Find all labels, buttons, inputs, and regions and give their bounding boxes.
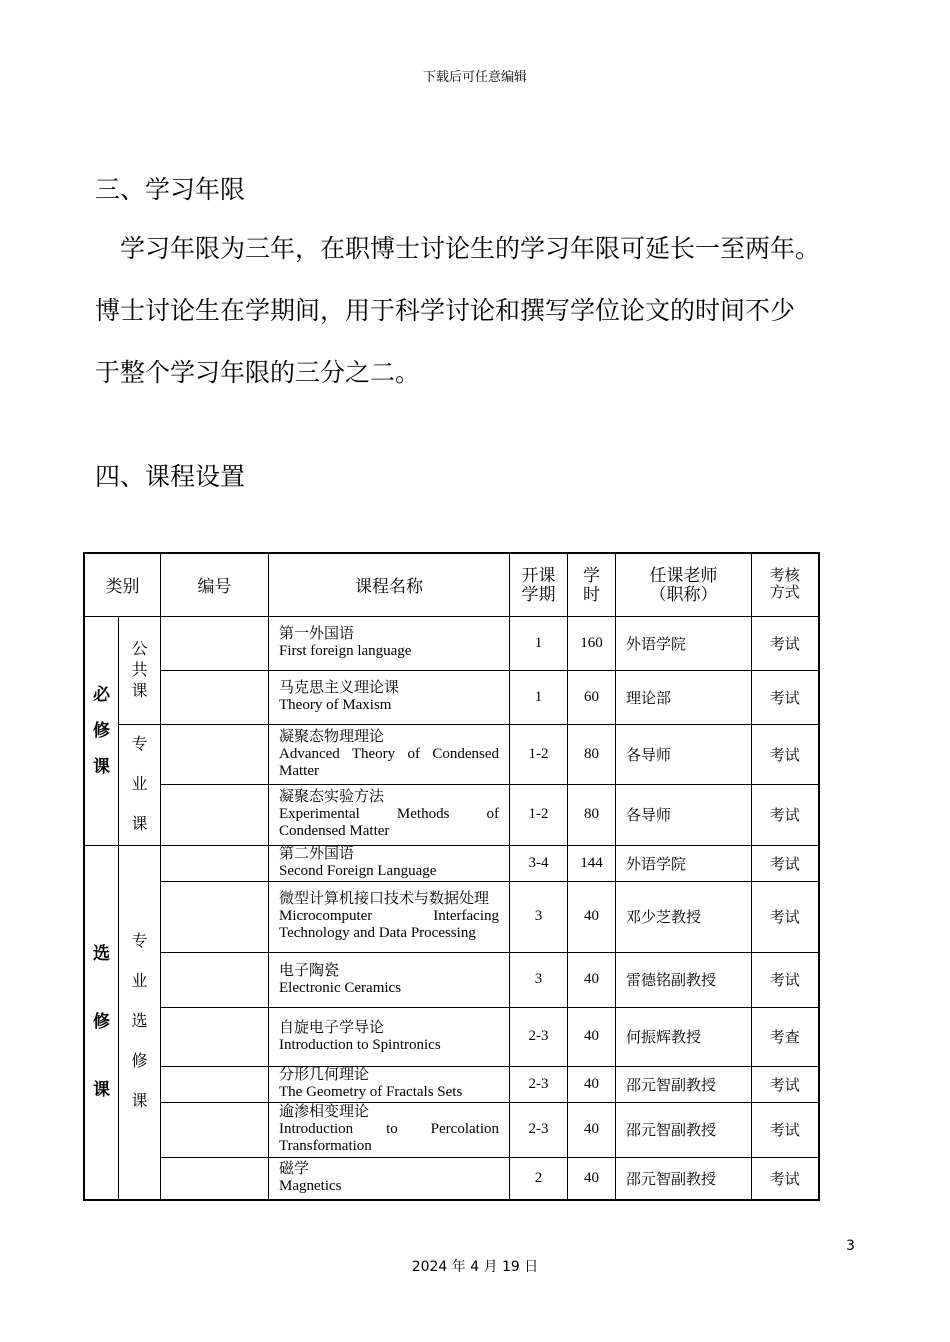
table-row (84, 1007, 819, 1066)
course-term: 2-3 (510, 1007, 568, 1066)
course-teacher: 外语学院 (616, 616, 752, 670)
course-teacher: 理论部 (616, 670, 752, 724)
course-term: 2 (510, 1157, 568, 1200)
course-hours: 80 (568, 785, 616, 846)
course-number (161, 670, 269, 724)
course-assessment: 考试 (752, 1102, 819, 1157)
table-row (84, 845, 819, 881)
course-hours: 80 (568, 724, 616, 785)
course-teacher: 雷德铭副教授 (616, 952, 752, 1007)
course-hours: 160 (568, 616, 616, 670)
course-name: 第二外国语 Second Foreign Language (269, 845, 510, 881)
table-row (84, 1066, 819, 1102)
subgroup-elective: 专业选修课 (119, 845, 161, 1200)
group-elective: 选修课 (84, 845, 119, 1200)
course-name: 微型计算机接口技术与数据处理 Microcomputer Interfacing Technology and Data Processing (269, 881, 510, 952)
course-assessment: 考试 (752, 1157, 819, 1200)
course-assessment: 考试 (752, 1066, 819, 1102)
course-teacher: 邓少芝教授 (616, 881, 752, 952)
course-term: 2-3 (510, 1102, 568, 1157)
course-name: 第一外国语 First foreign language (269, 616, 510, 670)
header-term: 开课学期 (510, 553, 568, 616)
course-assessment: 考试 (752, 785, 819, 846)
course-number (161, 881, 269, 952)
course-number (161, 1157, 269, 1200)
paragraph-line: 博士讨论生在学期间，用于科学讨论和撰写学位论文的时间不少 (95, 296, 796, 325)
course-name: 电子陶瓷 Electronic Ceramics (269, 952, 510, 1007)
course-number (161, 724, 269, 785)
paragraph-line: 于整个学习年限的三分之二。 (95, 358, 421, 387)
course-number (161, 1007, 269, 1066)
course-term: 1-2 (510, 724, 568, 785)
subgroup-public: 公共课 (119, 616, 161, 724)
course-teacher: 邵元智副教授 (616, 1102, 752, 1157)
course-teacher: 各导师 (616, 724, 752, 785)
course-assessment: 考试 (752, 616, 819, 670)
course-assessment: 考试 (752, 845, 819, 881)
course-term: 2-3 (510, 1066, 568, 1102)
table-row (84, 724, 819, 785)
section-3-heading: 三、学习年限 (95, 175, 246, 204)
header-assessment: 考核方式 (752, 553, 819, 616)
paragraph-line: 学习年限为三年，在职博士讨论生的学习年限可延长一至两年。 (95, 234, 821, 263)
course-number (161, 785, 269, 846)
header-course-name: 课程名称 (269, 553, 510, 616)
table-row (84, 616, 819, 670)
course-name: 分形几何理论 The Geometry of Fractals Sets (269, 1066, 510, 1102)
course-teacher: 各导师 (616, 785, 752, 846)
course-number (161, 1102, 269, 1157)
course-hours: 60 (568, 670, 616, 724)
group-required: 必修课 (84, 616, 119, 845)
course-hours: 40 (568, 1157, 616, 1200)
course-assessment: 考查 (752, 1007, 819, 1066)
course-term: 1 (510, 670, 568, 724)
course-term: 3 (510, 952, 568, 1007)
course-teacher: 邵元智副教授 (616, 1066, 752, 1102)
course-teacher: 外语学院 (616, 845, 752, 881)
course-hours: 40 (568, 1007, 616, 1066)
header-teacher: 任课老师（职称） (616, 553, 752, 616)
page-number: 3 (846, 1238, 855, 1254)
course-name: 磁学 Magnetics (269, 1157, 510, 1200)
course-name: 马克思主义理论课 Theory of Maxism (269, 670, 510, 724)
course-assessment: 考试 (752, 724, 819, 785)
course-assessment: 考试 (752, 881, 819, 952)
table-row (84, 670, 819, 724)
course-hours: 40 (568, 1102, 616, 1157)
header-category: 类别 (84, 553, 161, 616)
course-number (161, 845, 269, 881)
subgroup-major: 专业课 (119, 724, 161, 845)
course-name: 自旋电子学导论 Introduction to Spintronics (269, 1007, 510, 1066)
course-hours: 40 (568, 881, 616, 952)
table-row (84, 881, 819, 952)
section-3-paragraph (95, 233, 895, 419)
course-number (161, 1066, 269, 1102)
table-row (84, 952, 819, 1007)
table-row (84, 1157, 819, 1200)
header-number: 编号 (161, 553, 269, 616)
course-name: 凝聚态实验方法 Experimental Methods of Condensed Matter (269, 785, 510, 846)
section-4-heading: 四、课程设置 (95, 462, 246, 491)
course-term: 1-2 (510, 785, 568, 846)
course-name: 逾渗相变理论 Introduction to Percolation Transformation (269, 1102, 510, 1157)
footer-date: 2024 年 4 月 19 日 (411, 1259, 539, 1275)
header-hours: 学时 (568, 553, 616, 616)
table-row (84, 785, 819, 846)
course-name: 凝聚态物理理论 Advanced Theory of Condensed Matter (269, 724, 510, 785)
course-teacher: 何振辉教授 (616, 1007, 752, 1066)
course-number (161, 616, 269, 670)
course-table (83, 552, 820, 1201)
course-assessment: 考试 (752, 670, 819, 724)
table-header-row (84, 553, 819, 616)
course-teacher: 邵元智副教授 (616, 1157, 752, 1200)
course-term: 3-4 (510, 845, 568, 881)
course-assessment: 考试 (752, 952, 819, 1007)
course-hours: 40 (568, 1066, 616, 1102)
course-hours: 144 (568, 845, 616, 881)
table-row (84, 1102, 819, 1157)
course-term: 1 (510, 616, 568, 670)
course-term: 3 (510, 881, 568, 952)
course-hours: 40 (568, 952, 616, 1007)
course-number (161, 952, 269, 1007)
page-header: 下载后可任意编辑 (422, 70, 527, 85)
